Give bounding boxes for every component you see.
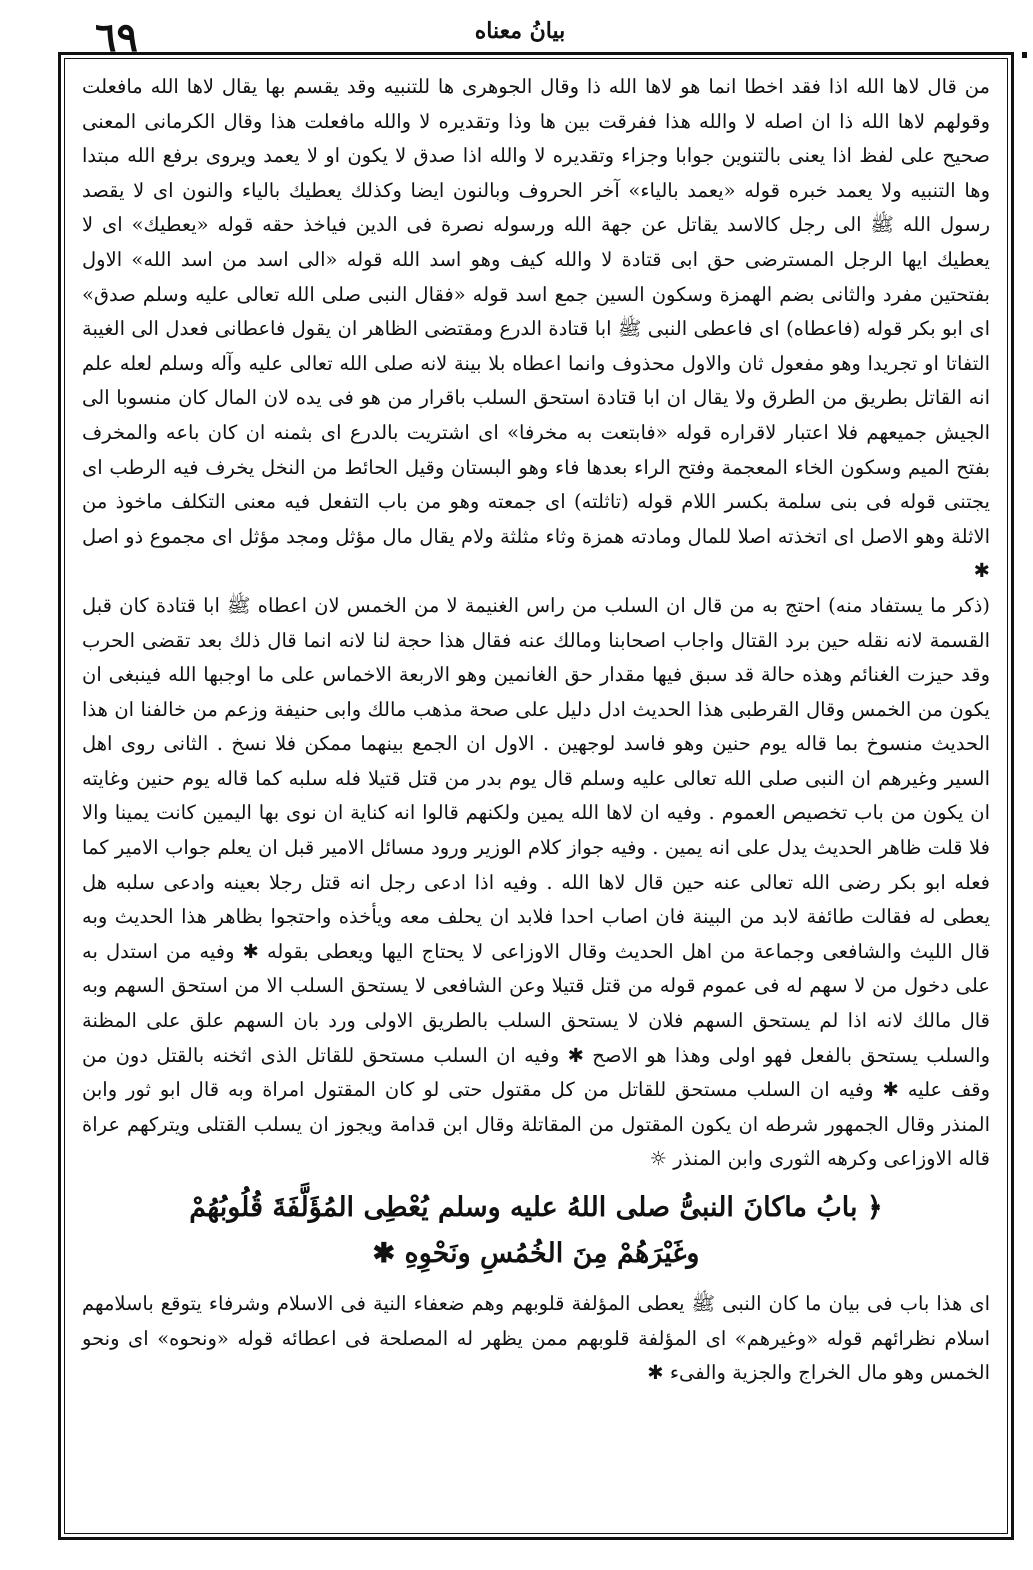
commentary-paragraph-1: من قال لاها الله اذا فقد اخطا انما هو لاها الله ذا وقال الجوهرى ها للتنبيه وقد يقسم بها يقال لاها الله مافعلت وقولهم لاها الله ذا ان اصله لا والله هذا ففرقت بين ها وذا وتقديره لا والله مافعلت هذا وقال الكرمانى المعنى صحيح على لفظ اذا يعنى بالتنوين جوابا وجزاء وتقديره لا والله اذا صدق لا يكون او لا يعمد ويروى برفع الله مبتدا وها التنبيه ولا يعمد خبره قوله «يعمد بالياء» آخر الحروف وبالنون ايضا وكذلك يعطيك بالياء والنون اى لا يقصد رسول الله ﷺ الى رجل كالاسد يقاتل عن جهة الله ورسوله نصرة فى الدين فياخذ حقه قوله «يعطيك» اى لا يعطيك ايها الرجل المسترضى حق ابى قتادة لا والله كيف وهو اسد الله قوله «الى اسد من اسد الله» الاول بفتحتين مفرد والثانى بضم الهمزة وسكون السين جمع اسد قوله «فقال النبى صلى الله تعالى عليه وسلم صدق» اى ابو بكر قوله (فاعطاه) اى فاعطى النبى ﷺ ابا قتادة الدرع ومقتضى الظاهر ان يقول فاعطانى فعدل الى الغيبة التفاتا او تجريدا وهو مفعول ثان والاول محذوف وانما اعطاه بلا بينة لانه صلى الله تعالى عليه وآله وسلم لعله علم انه القاتل بطريق من الطرق ولا يقال ان ابا قتادة استحق السلب باقرار من هو فى يده لان المال كان منسوبا الى الجيش جميعهم فلا اعتبار لاقراره قوله «فابتعت به مخرفا» اى اشتريت بالدرع اى بثمنه ان كان باعه والمخرف بفتح الميم وسكون الخاء المعجمة وفتح الراء بعدها فاء وهو البستان وقيل الحائط من النخل يخرف فيه الرطب اى يجتنى قوله فى بنى سلمة بكسر اللام قوله (تاثلته) اى جمعته وهو من باب التفعل فيه معنى التكلف ماخوذ من الاثلة وهو الاصل اى اتخذته اصلا للمال ومادته همزة وثاء مثلثة ولام يقال مال مؤثل ومجد مؤثل اى مجموع ذو اصل ✱ [82,75,990,583]
chapter-heading-line-1: ﴿ بابُ ماكانَ النبىُّ صلى اللهُ عليه وسلم يُعْطِى المُؤَلَّفَةَ قُلُوبُهُمْ [189,1192,883,1223]
commentary-paragraph-2: (ذكر ما يستفاد منه) احتج به من قال ان السلب من راس الغنيمة لا من الخمس لان اعطاه ﷺ ابا قتادة كان قبل القسمة لانه نقله حين برد القتال واجاب اصحابنا ومالك عنه فقال هذا حجة لنا لانه انما قال ذلك بعد تقضى الحرب وقد حيزت الغنائم وهذه حالة قد سبق فيها مقدار حق الغانمين وهو الاربعة الاخماس على ما اوجبها الله فينبغى ان يكون من الخمس وقال القرطبى هذا الحديث ادل دليل على صحة مذهب مالك وابى حنيفة وزعم من خالفنا ان هذا الحديث منسوخ بما قاله يوم حنين وهو فاسد لوجهين . الاول ان الجمع بينهما ممكن فلا نسخ . الثانى روى اهل السير وغيرهم ان النبى صلى الله تعالى عليه وسلم قال يوم بدر من قتل قتيلا فله سلبه كما قاله يوم حنين وغايته ان يكون من باب تخصيص العموم . وفيه ان لاها الله يمين ولكنهم قالوا انه كناية ان نوى بها اليمين كانت يمينا والا فلا قلت ظاهر الحديث يدل على انه يمين . وفيه جواز كلام الوزير ورود مسائل الامير قبل ان يعلم جواب الامير كما فعله ابو بكر رضى الله تعالى عنه حين قال لاها الله . وفيه اذا ادعى رجل انه قتل رجلا بعينه وادعى سلبه هل يعطى له فقالت طائفة لابد من البينة فان اصاب احدا فلابد ان يحلف معه ويأخذه واحتجوا بظاهر هذا الحديث وبه قال الليث والشافعى وجماعة من اهل الحديث وقال الاوزاعى لا يحتاج اليها ويعطى بقوله ✱ وفيه من استدل به على دخول من لا سهم له فى عموم قوله من قتل قتيلا وعن الشافعى لا يستحق السلب الا من استحق السهم وبه قال مالك لانه اذا لم يستحق السهم فلان لا يستحق السلب بالطريق الاولى ورد بان السهم علق على المظنة والسلب يستحق بالفعل فهو اولى وهذا هو الاصح ✱ وفيه ان السلب مستحق للقاتل الذى اثخنه بالقتل دون من وقف عليه ✱ وفيه ان السلب مستحق للقاتل من كل مقتول حتى لو كان المقتول امراة وبه قال ابو ثور وابن المنذر وقال الجمهور شرطه ان يكون المقتول من المقاتلة وقال ابن قدامة ويجوز ان يسلب القتلى ويتركهم عراة قاله الاوزاعى وكرهه الثورى وابن المنذر ☼ [82,593,990,1171]
commentary-paragraph-3: اى هذا باب فى بيان ما كان النبى ﷺ يعطى المؤلفة قلوبهم وهم ضعفاء النية فى الاسلام وشرفاء يتوقع باسلامهم اسلام نظرائهم قوله «وغيرهم» اى المؤلفة قلوبهم ممن يظهر له المصلحة فى اعطائه قوله «ونحوه» اى ونحو الخمس وهو مال الخراج والجزية والفىء ✱ [82,1292,990,1385]
running-header: بيانُ معناه [474,18,566,44]
page-number: ٦٩ [95,14,138,61]
main-text [82,70,990,1391]
chapter-heading [82,1185,990,1277]
chapter-heading-line-2: وغَيْرَهُمْ مِنَ الخُمُسِ ونَحْوِهِ ✱ [372,1238,700,1269]
margin-mark [1022,52,1027,58]
